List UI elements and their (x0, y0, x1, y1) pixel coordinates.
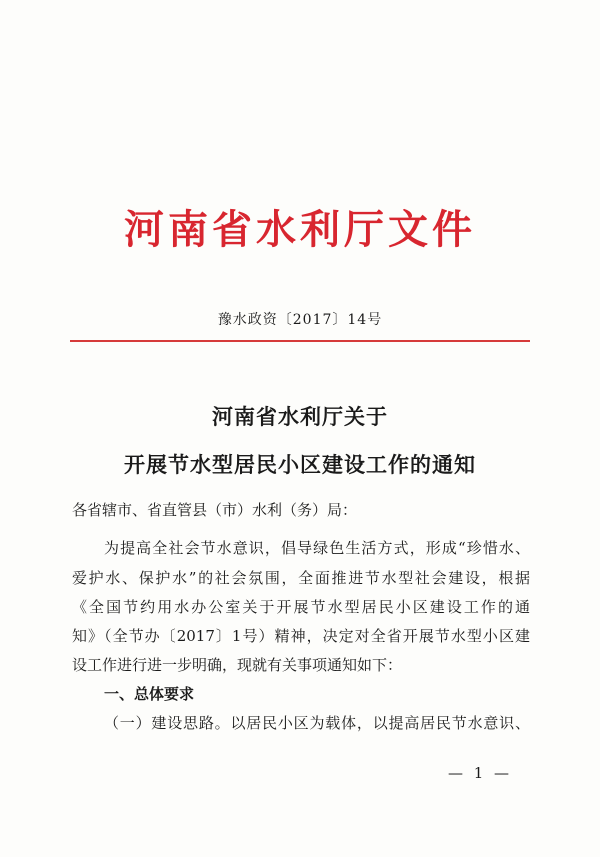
page-number: — 1 — (447, 764, 513, 782)
paragraph-2-line-1: （一）建设思路。以居民小区为载体，以提高居民节水意识、 (104, 714, 530, 732)
paragraph-1-line-4: 知》（全节办〔2017〕1号）精神，决定对全省开展节水型小区建 (72, 627, 530, 645)
paragraph-1-line-1: 为提高全社会节水意识，倡导绿色生活方式，形成“珍惜水、 (104, 539, 530, 557)
salutation: 各省辖市、省直管县（市）水利（务）局： (72, 501, 358, 519)
document-header-title: 河南省水利厅文件 (124, 206, 476, 253)
document-number: 豫水政资〔2017〕14号 (217, 312, 383, 328)
section-heading: 一、总体要求 (104, 685, 195, 703)
paragraph-1-line-3: 《全国节约用水办公室关于开展节水型居民小区建设工作的通 (72, 598, 530, 616)
red-divider-rule (70, 340, 530, 342)
paragraph-1-line-2: 爱护水、保护水”的社会氛围，全面推进节水型社会建设，根据 (72, 569, 530, 587)
paragraph-1-line-5: 设工作进行进一步明确，现就有关事项通知如下： (72, 656, 403, 674)
subject-line-1: 河南省水利厅关于 (212, 405, 388, 429)
subject-line-2: 开展节水型居民小区建设工作的通知 (124, 453, 476, 477)
